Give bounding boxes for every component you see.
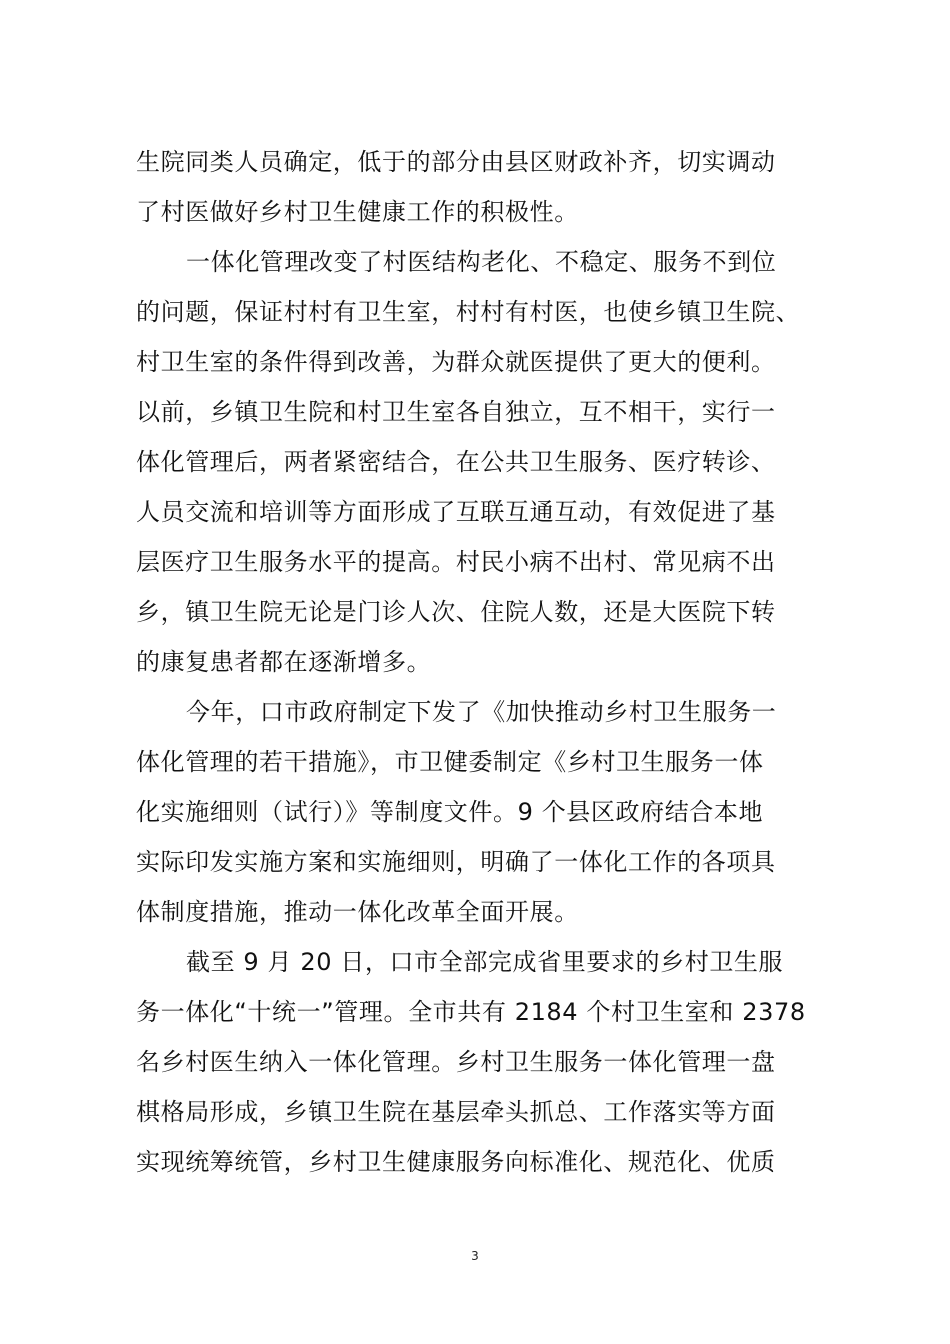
paragraph-start-line: 截至 9 月 20 日，口市全部完成省里要求的乡村卫生服 xyxy=(186,948,784,976)
body-text-line: 名乡村医生纳入一体化管理。乡村卫生服务一体化管理一盘 xyxy=(136,1048,776,1076)
body-text-line: 乡，镇卫生院无论是门诊人次、住院人数，还是大医院下转 xyxy=(136,598,776,626)
body-text-line: 体化管理的若干措施》，市卫健委制定《乡村卫生服务一体 xyxy=(136,748,764,776)
body-text-line: 化实施细则（试行）》等制度文件。9 个县区政府结合本地 xyxy=(136,798,764,826)
body-text-line: 人员交流和培训等方面形成了互联互通互动，有效促进了基 xyxy=(136,498,776,526)
body-text-line: 实际印发实施方案和实施细则，明确了一体化工作的各项具 xyxy=(136,848,776,876)
body-text-line: 务一体化“十统一”管理。全市共有 2184 个村卫生室和 2378 xyxy=(136,998,806,1026)
body-text-line: 村卫生室的条件得到改善，为群众就医提供了更大的便利。 xyxy=(136,348,776,376)
paragraph-start-line: 一体化管理改变了村医结构老化、不稳定、服务不到位 xyxy=(186,248,777,276)
body-text-line: 实现统筹统管，乡村卫生健康服务向标准化、规范化、优质 xyxy=(136,1148,776,1176)
body-text-line: 的康复患者都在逐渐增多。 xyxy=(136,648,432,676)
body-text-line: 生院同类人员确定，低于的部分由县区财政补齐，切实调动 xyxy=(136,148,776,176)
body-text-line: 体制度措施，推动一体化改革全面开展。 xyxy=(136,898,579,926)
body-text-line: 层医疗卫生服务水平的提高。村民小病不出村、常见病不出 xyxy=(136,548,776,576)
body-text-line: 体化管理后，两者紧密结合，在公共卫生服务、医疗转诊、 xyxy=(136,448,776,476)
paragraph-start-line: 今年，口市政府制定下发了《加快推动乡村卫生服务一 xyxy=(186,698,777,726)
body-text-line: 以前，乡镇卫生院和村卫生室各自独立，互不相干，实行一 xyxy=(136,398,776,426)
body-text-line: 棋格局形成，乡镇卫生院在基层牵头抓总、工作落实等方面 xyxy=(136,1098,776,1126)
body-text-line: 的问题，保证村村有卫生室，村村有村医，也使乡镇卫生院、 xyxy=(136,298,801,326)
body-text-line: 了村医做好乡村卫生健康工作的积极性。 xyxy=(136,198,579,226)
page-number: 3 xyxy=(471,1249,479,1263)
